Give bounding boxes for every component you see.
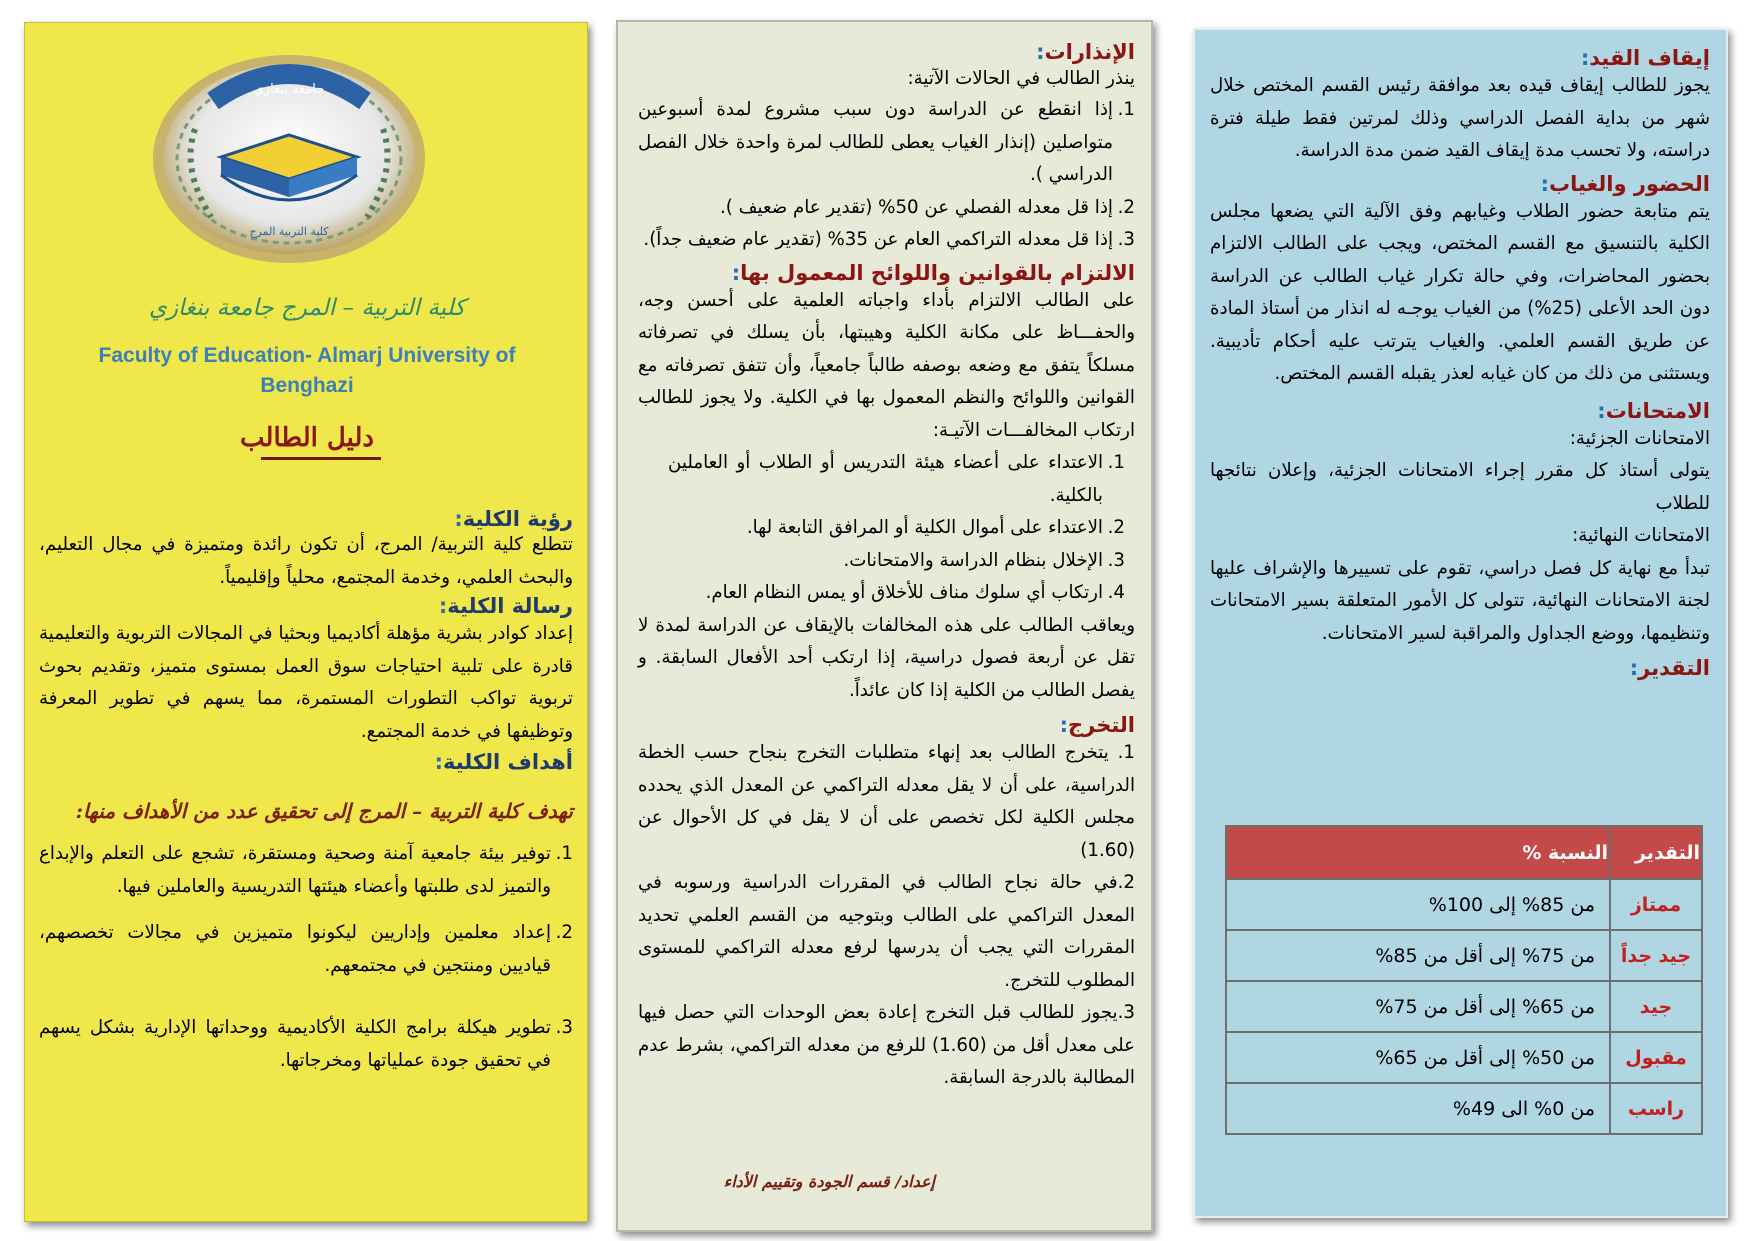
- partial-exams-label: الامتحانات الجزئية:: [1569, 427, 1710, 449]
- range-cell: من 85% إلى 100%: [1226, 879, 1610, 930]
- university-logo: [151, 49, 427, 275]
- final-exams-text: تبدأ مع نهاية كل فصل دراسي، تقوم على تسييرها والإشراف عليها لجنة الامتحانات النهائية، تتولى كل الأمور المتعلقة بسير الامتحانات وتنظيمها، ووضع الجداول والمراقبة لسير الامتحانات.: [1210, 557, 1710, 644]
- range-cell: من 50% إلى أقل من 65%: [1226, 1032, 1610, 1083]
- panel-faculty-info: [24, 22, 588, 1222]
- list-item: 1. يتخرج الطالب بعد إنهاء متطلبات التخرج بنجاح حسب الخطة الدراسية، على أن لا يقل معدله التراكمي عن المعدل الذي يحدده مجلس الكلية لكل تخصص على أن لا يقل في كل الأحوال عن (1.60): [638, 742, 1135, 861]
- warnings-list: [638, 94, 1135, 257]
- list-item: 2.في حالة نجاح الطالب في المقررات الدراسية ورسوبه في المعدل التراكمي على الطالب وبتوجيه من القسم العلمي تحديد المقررات التي يجب أن يدرسها لرفع معدله التراكمي للمستوى المطلوب للتخرج.: [638, 872, 1135, 991]
- list-item: 2. إعداد معلمين وإداريين ليكونوا متميزين في مجالات تخصصهم، قياديين ومنتجين في مجتمعهم.: [39, 922, 573, 976]
- partial-exams-text: يتولى أستاذ كل مقرر إجراء الامتحانات الجزئية، وإعلان نتائجها للطلاب: [1210, 460, 1710, 514]
- grade-cell: ممتاز: [1610, 879, 1702, 930]
- table-header-row: [1226, 826, 1702, 879]
- title-underline: [261, 457, 381, 460]
- table-row: [1226, 981, 1702, 1032]
- grading-heading: التقدير:: [1629, 656, 1710, 680]
- grading-table-wrap: [1225, 825, 1703, 1135]
- violations-list: [638, 447, 1135, 610]
- exams-heading: الامتحانات:: [1597, 398, 1710, 423]
- faculty-sections: [39, 507, 573, 1077]
- student-guide-title: دليل الطالب: [240, 423, 374, 453]
- grade-cell: جيد: [1610, 981, 1702, 1032]
- list-item: 1. إذا انقطع عن الدراسة دون سبب مشروع لمدة أسبوعين متواصلين (إنذار الغياب يعطى للطالب لمرة واحدة خلال الفصل الدراسي ).: [638, 99, 1135, 185]
- range-cell: من 65% إلى أقل من 75%: [1226, 981, 1610, 1032]
- list-item: 1. الاعتداء على أعضاء هيئة التدريس أو الطلاب أو العاملين بالكلية.: [668, 452, 1125, 506]
- prepared-by: إعداد/ قسم الجودة وتقييم الأداء: [723, 1172, 935, 1191]
- vision-text: تتطلع كلية التربية/ المرج، أن تكون رائدة ومتميزة في مجال التعليم، والبحث العلمي، وخدمة المجتمع، محلياً وإقليمياً.: [39, 534, 573, 588]
- list-item: 3. إذا قل معدله التراكمي العام عن 35% (تقدير عام ضعيف جداً).: [643, 229, 1135, 250]
- column-header-grade: التقدير: [1610, 826, 1702, 879]
- logo-bottom-text: كلية التربية المرج: [249, 225, 329, 238]
- faculty-name-english: Faculty of Education- Almarj University of Benghazi: [98, 344, 516, 397]
- list-item: 2. الاعتداء على أموال الكلية أو المرافق التابعة لها.: [746, 517, 1125, 538]
- compliance-text: على الطالب الالتزام بأداء واجباته العلمية على أحسن وجه، والحفـــاظ على مكانة الكلية وهيبتها، بأن يسلك في تصرفاته مسلكاً يتفق مع وضعه بوصفه طالباً جامعياً، وأن تتفق تصرفاته مع القوانين واللوائح والنظم المعمول بها في الكلية. ولا يجوز للطالب ارتكاب المخالفـــات الآتيـة:: [638, 289, 1135, 441]
- range-cell: من 75% إلى أقل من 85%: [1226, 930, 1610, 981]
- panel-regulations: [616, 20, 1153, 1232]
- final-exams-label: الامتحانات النهائية:: [1572, 525, 1710, 546]
- faculty-name-arabic: كلية التربية – المرج جامعة بنغازي: [148, 295, 466, 321]
- panel-academic-rules: [1193, 28, 1728, 1218]
- penalty-text: ويعاقب الطالب على هذه المخالفات بالإيقاف عن الدراسة لمدة لا تقل عن أربعة فصول دراسية، إذا ارتكب أحد الأفعال السابقة. و يفصل الطالب من الكلية إذا كان عائداً.: [638, 614, 1135, 701]
- list-item: 1. توفير بيئة جامعية آمنة وصحية ومستقرة، تشجع على التعلم والإبداع والتميز لدى طلبتها وأعضاء هيئتها التدريسية والعاملين فيها.: [39, 843, 573, 897]
- suspension-heading: إيقاف القيد:: [1580, 46, 1710, 70]
- grade-cell: جيد جداً: [1610, 930, 1702, 981]
- graduation-heading: التخرج:: [1059, 713, 1135, 737]
- table-row: [1226, 1032, 1702, 1083]
- graduation-list: [638, 737, 1135, 1095]
- table-row: [1226, 1083, 1702, 1134]
- attendance-heading: الحضور والغياب:: [1540, 171, 1710, 196]
- warnings-heading: الإنذارات:: [1036, 40, 1135, 64]
- list-item: 2. إذا قل معدله الفصلي عن 50% (تقدير عام ضعيف ).: [719, 196, 1135, 218]
- grade-cell: راسب: [1610, 1083, 1702, 1134]
- warnings-intro: ينذر الطالب في الحالات الآتية:: [907, 68, 1135, 89]
- list-item: 3. الإخلال بنظام الدراسة والامتحانات.: [843, 549, 1125, 571]
- vision-heading: رؤية الكلية:: [454, 507, 573, 531]
- grade-cell: مقبول: [1610, 1032, 1702, 1083]
- range-cell: من 0% الى 49%: [1226, 1083, 1610, 1134]
- goals-intro: تهدف كلية التربية – المرج إلى تحقيق عدد من الأهداف منها:: [75, 799, 573, 823]
- mission-text: إعداد كوادر بشرية مؤهلة أكاديميا وبحثيا في المجالات التربوية والتعليمية قادرة على تلبية احتياجات سوق العمل بمستوى متميز، وتقديم بحوث تربوية تواكب التطورات المستمرة، مما يسهم في تطوير المعرفة وتوظيفها في خدمة المجتمع.: [39, 623, 573, 742]
- list-item: 3. تطوير هيكلة برامج الكلية الأكاديمية ووحداتها الإدارية بشكل يسهم في تحقيق جودة عملياتها ومخرجاتها.: [39, 1017, 573, 1071]
- table-row: [1226, 930, 1702, 981]
- logo-top-text: جامعة بنغازي: [253, 82, 325, 97]
- suspension-text: يجوز للطالب إيقاف قيده بعد موافقة رئيس القسم المختص خلال شهر من بداية الفصل الدراسي وذلك لمرتين فقط طيلة فترة دراسته، ولا تحسب مدة إيقاف القيد ضمن مدة الدراسة.: [1210, 75, 1710, 161]
- attendance-text: يتم متابعة حضور الطلاب وغيابهم وفق الآلية التي يضعها مجلس الكلية بالتنسيق مع القسم المختص، ويجب على الطالب الالتزام بحضور المحاضرات، وفي حالة تكرار غياب الطالب عن الدراسة دون الحد الأعلى (25%) من الغياب يوجـه له انذار من أستاذ المادة عن طريق القسم العلمي. والغياب يترتب عليه أحكام تأديبية. ويستثنى من ذلك من كان غيابه لعذر يقبله القسم المختص.: [1210, 200, 1710, 384]
- column-header-percent: النسبة %: [1226, 826, 1610, 879]
- mission-heading: رسالة الكلية:: [438, 594, 573, 618]
- list-item: 4. ارتكاب أي سلوك مناف للأخلاق أو يمس النظام العام.: [705, 582, 1125, 603]
- list-item: 3.يجوز للطالب قبل التخرج إعادة بعض الوحدات التي حصل فيها على معدل أقل من (1.60) للرفع من معدله التراكمي، بشرط عدم المطالبة بالدرجة السابقة.: [638, 1002, 1135, 1088]
- grading-table: [1225, 825, 1703, 1135]
- table-row: [1226, 879, 1702, 930]
- compliance-heading: الالتزام بالقوانين واللوائح المعمول بها:: [731, 260, 1135, 285]
- goals-list: [39, 838, 573, 1077]
- goals-heading: أهداف الكلية:: [434, 750, 573, 774]
